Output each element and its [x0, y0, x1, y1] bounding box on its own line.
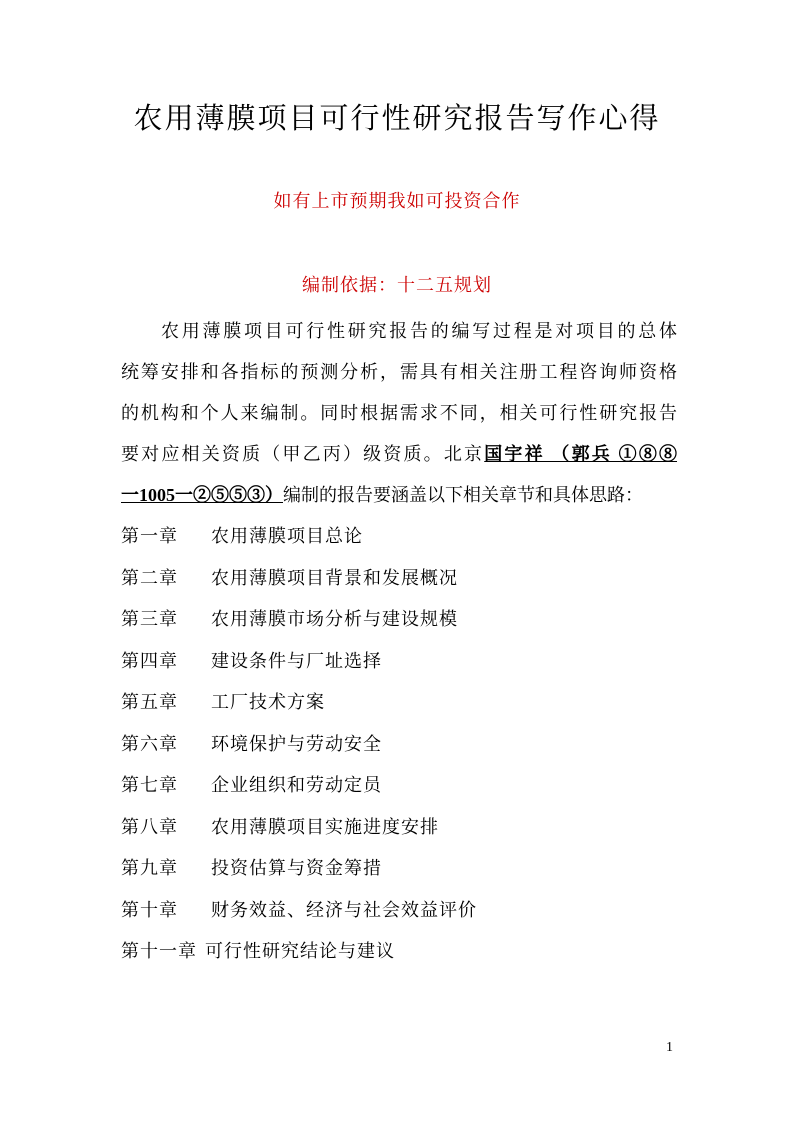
chapter-title: 农用薄膜市场分析与建设规模: [211, 609, 458, 630]
paragraph-line: [121, 434, 677, 475]
paragraph-line: [121, 475, 677, 516]
chapter-title: 企业组织和劳动定员: [211, 775, 382, 796]
chapter-title: 农用薄膜项目背景和发展概况: [211, 567, 458, 589]
chapter-title: 财务效益、经济与社会效益评价: [211, 899, 477, 921]
intro-paragraph: [121, 311, 677, 516]
chapter-item: [121, 807, 681, 849]
chapter-title: 环境保护与劳动安全: [211, 733, 382, 755]
chapter-number: 第四章: [121, 650, 178, 672]
chapter-title: 工厂技术方案: [211, 692, 325, 713]
chapter-item: [121, 890, 681, 932]
chapter-number: 第十章: [121, 899, 178, 921]
chapter-title: 农用薄膜项目总论: [211, 526, 363, 547]
chapter-item: [121, 765, 681, 807]
chapter-number: 第一章: [121, 526, 178, 547]
compilation-basis: 编制依据：十二五规划: [302, 275, 492, 296]
chapter-item: [121, 724, 681, 766]
page-number: 1: [666, 1040, 673, 1055]
chapter-number: 第八章: [121, 816, 178, 838]
chapter-number: 第十一章: [121, 941, 197, 962]
investment-note: 如有上市预期我如可投资合作: [273, 191, 521, 212]
paragraph-text: 编制的报告要涵盖以下相关章节和具体思路：: [283, 485, 643, 506]
chapter-number: 第二章: [121, 567, 178, 589]
chapter-number: 第五章: [121, 692, 178, 713]
paragraph-line: 的机构和个人来编制。同时根据需求不同，相关可行性研究报告: [121, 403, 677, 424]
chapter-number: 第七章: [121, 775, 178, 796]
chapter-item: [121, 641, 681, 683]
chapter-item: [121, 848, 681, 890]
document-title: 农用薄膜项目可行性研究报告写作心得: [133, 101, 661, 135]
chapter-number: 第六章: [121, 733, 178, 755]
chapter-number: 第九章: [121, 858, 178, 879]
chapter-title: 可行性研究结论与建议: [205, 941, 395, 962]
paragraph-line: 统筹安排和各指标的预测分析，需具有相关注册工程咨询师资格: [121, 362, 677, 383]
chapter-item: [121, 599, 681, 641]
contact-info: 一1005一②⑤⑤③）: [121, 485, 283, 505]
paragraph-text: 要对应相关资质（甲乙丙）级资质。北京: [121, 444, 485, 465]
chapter-list: [121, 516, 681, 973]
chapter-title: 投资估算与资金筹措: [211, 858, 382, 879]
chapter-number: 第三章: [121, 609, 178, 630]
chapter-title: 农用薄膜项目实施进度安排: [211, 816, 439, 838]
chapter-item: [121, 931, 681, 973]
chapter-title: 建设条件与厂址选择: [211, 650, 382, 672]
chapter-item: [121, 682, 681, 724]
chapter-item: [121, 558, 681, 600]
paragraph-line: 农用薄膜项目可行性研究报告的编写过程是对项目的总体: [161, 321, 677, 342]
chapter-item: [121, 516, 681, 558]
contact-info: 国宇祥 （郭兵 ①⑧⑧: [484, 444, 678, 464]
